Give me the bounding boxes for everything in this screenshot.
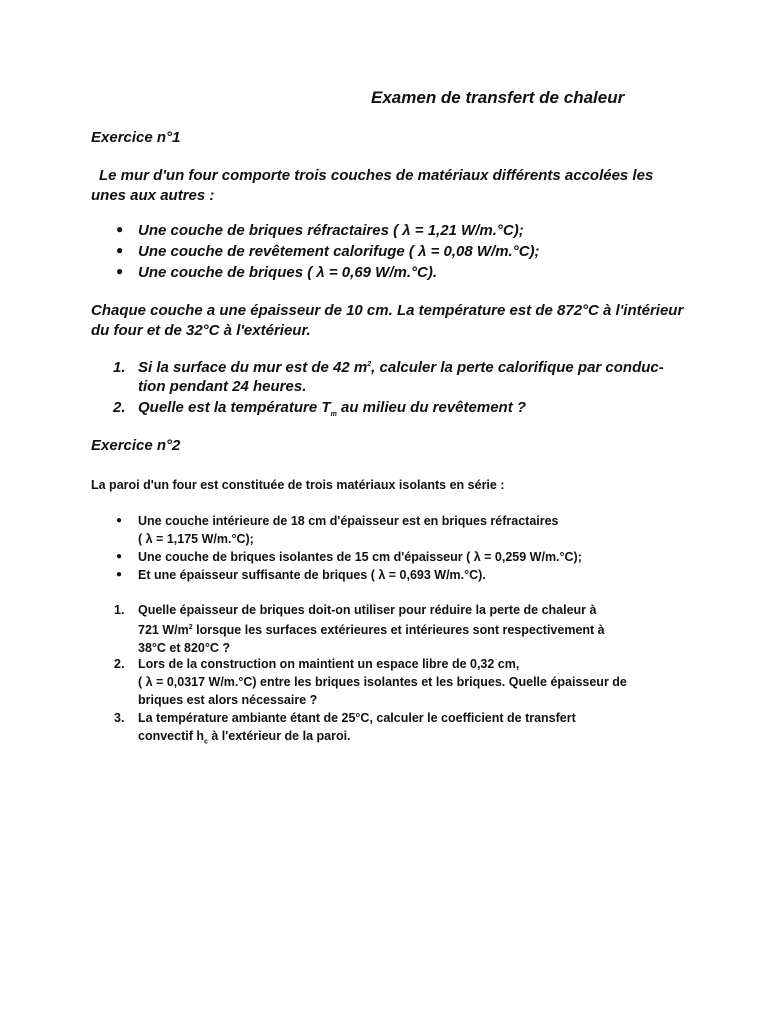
question-1-2 <box>113 399 527 418</box>
question-text: briques est alors nécessaire ? <box>138 693 318 707</box>
list-item <box>116 222 524 239</box>
question-2-3 <box>114 709 576 752</box>
question-number: 1. <box>113 359 126 376</box>
question-text: ( λ = 0,0317 W/m.°C) entre les briques isolantes et les briques. Quelle épaisseur de <box>138 675 627 689</box>
bullet-icon: ● <box>116 243 124 257</box>
question-2-2 <box>114 655 627 709</box>
question-text: Lors de la construction on maintient un espace libre de 0,32 cm, <box>138 657 520 671</box>
question-number: 1. <box>114 603 125 617</box>
list-item <box>116 243 540 260</box>
question-text: 38°C et 820°C ? <box>138 641 230 656</box>
question-text: , calculer la perte calorifique par conduc- <box>371 359 664 376</box>
bullet-icon: ● <box>116 222 124 236</box>
bullet-text: Et une épaisseur suffisante de briques ( λ = 0,693 W/m.°C). <box>138 568 486 582</box>
bullet-icon: ● <box>116 515 123 526</box>
question-number: 2. <box>114 657 125 671</box>
bullet-icon: ● <box>116 569 123 580</box>
superscript: 2 <box>367 361 372 368</box>
exercise-1-heading: Exercice n°1 <box>91 129 181 146</box>
question-text: La température ambiante étant de 25°C, calculer le coefficient de transfert <box>138 711 576 725</box>
bullet-text: Une couche intérieure de 18 cm d'épaisseur est en briques réfractaires <box>138 514 559 528</box>
bullet-text: Une couche de revêtement calorifuge ( λ = 0,08 W/m.°C); <box>138 243 540 260</box>
question-text: tion pendant 24 heures. <box>138 378 307 395</box>
exercise-2-intro: La paroi d'un four est constituée de trois matériaux isolants en série : <box>91 478 505 492</box>
bullet-icon: ● <box>116 551 123 562</box>
exercise-1-intro: Le mur d'un four comporte trois couches de matériaux différents accolées les unes aux autres : <box>91 167 654 204</box>
question-text: lorsque les surfaces extérieures et intérieures sont respectivement à <box>192 623 605 638</box>
exercise-1-statement: Chaque couche a une épaisseur de 10 cm. La température est de 872°C à l'intérieur du four et de 32°C à l'extérieur. <box>91 302 684 339</box>
bullet-text: Une couche de briques isolantes de 15 cm d'épaisseur ( λ = 0,259 W/m.°C); <box>138 550 582 564</box>
question-text: convectif h <box>138 729 204 743</box>
bullet-icon: ● <box>116 264 124 278</box>
bullet-text: Une couche de briques ( λ = 0,69 W/m.°C). <box>138 264 437 281</box>
page-title: Examen de transfert de chaleur <box>371 88 625 107</box>
list-item <box>116 548 582 566</box>
question-text: Quelle est la température T <box>138 399 331 416</box>
question-text: 721 W/m <box>138 623 189 638</box>
subscript: m <box>330 411 337 418</box>
question-text: Quelle épaisseur de briques doit-on utiliser pour réduire la perte de chaleur à <box>138 603 597 617</box>
question-text: à l'extérieur de la paroi. <box>207 729 351 743</box>
bullet-text: Une couche de briques réfractaires ( λ = 1,21 W/m.°C); <box>138 222 524 239</box>
question-2-1 <box>114 601 605 657</box>
exercise-2-heading: Exercice n°2 <box>91 437 181 454</box>
list-item <box>116 566 486 584</box>
question-number: 3. <box>114 711 125 725</box>
subscript: c <box>204 738 208 746</box>
bullet-text: ( λ = 1,175 W/m.°C); <box>138 532 254 546</box>
question-text: Si la surface du mur est de 42 m <box>138 359 368 376</box>
question-1-1 <box>113 359 678 395</box>
superscript: 2 <box>188 624 193 631</box>
question-text: au milieu du revêtement ? <box>336 399 527 416</box>
list-item <box>116 512 559 548</box>
question-number: 2. <box>113 399 126 416</box>
list-item <box>116 264 437 281</box>
